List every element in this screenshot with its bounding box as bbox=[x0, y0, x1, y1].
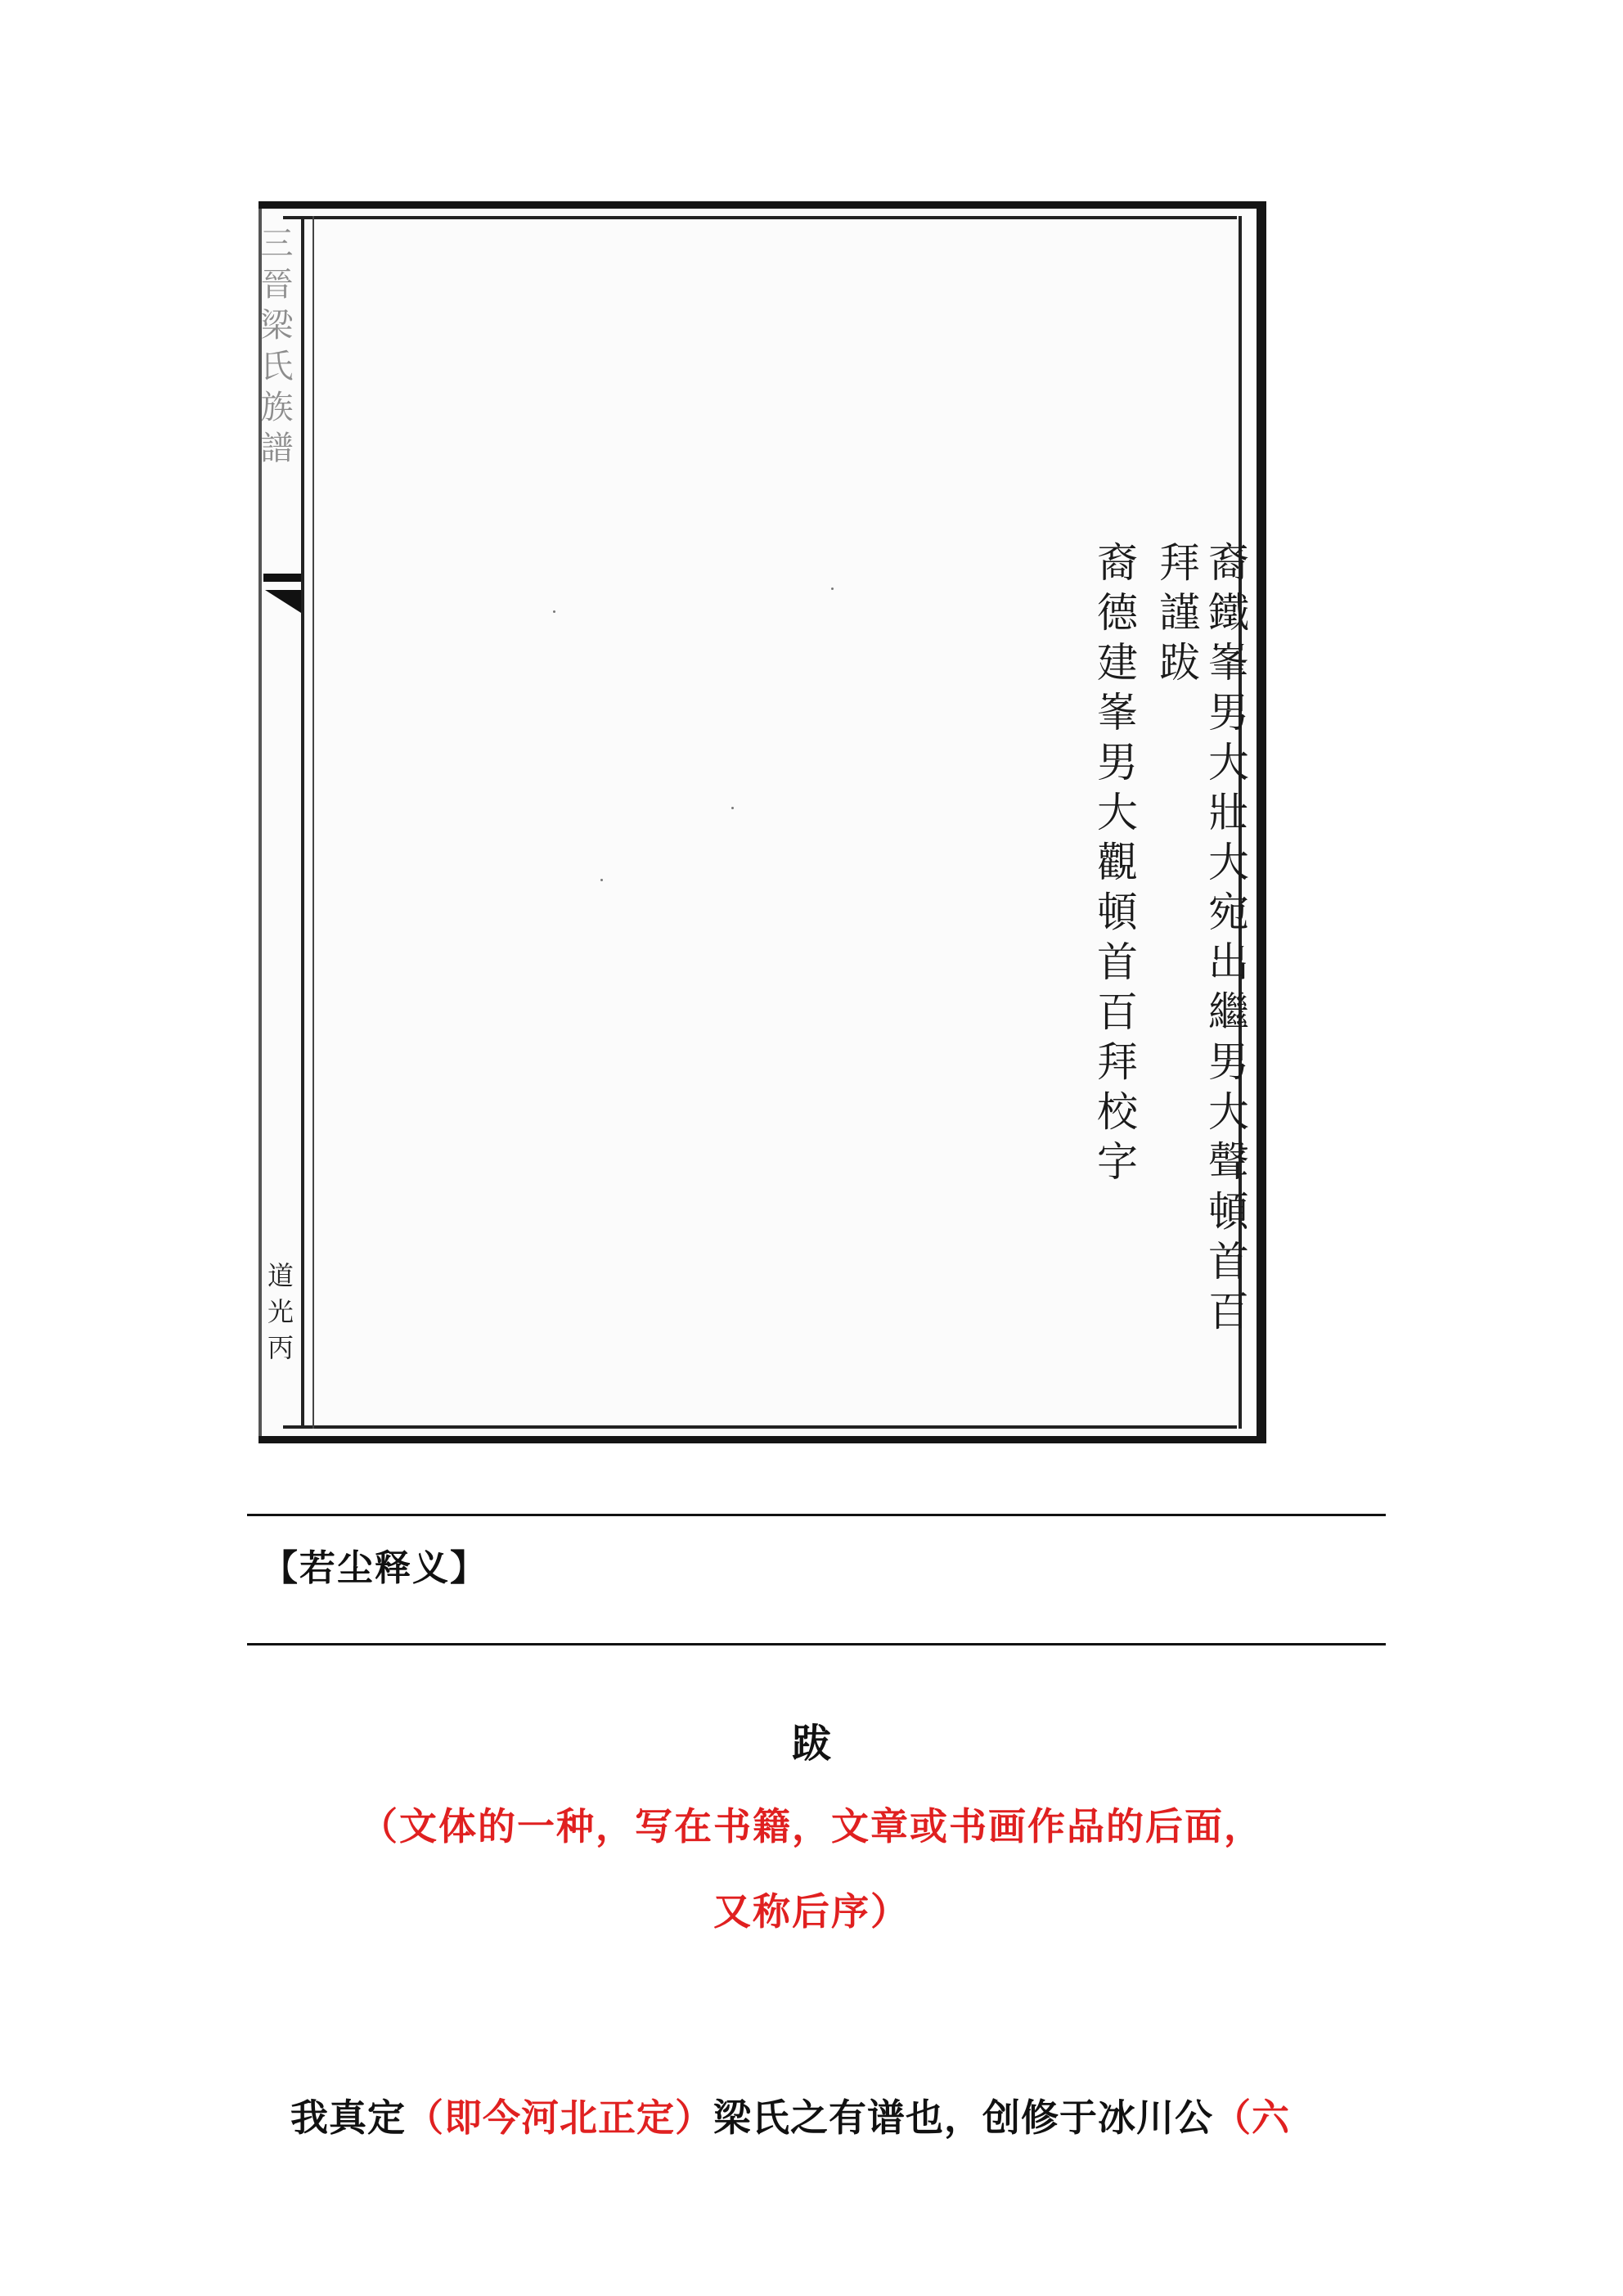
page-title: 跋 bbox=[791, 1721, 831, 1767]
spine-rule bbox=[312, 216, 314, 1429]
rule-top bbox=[247, 1514, 1386, 1516]
spine-foot-text: 道光丙 bbox=[263, 1262, 294, 1370]
body-annotation: （六 bbox=[1213, 2096, 1290, 2140]
scanned-page-image bbox=[255, 201, 1266, 1443]
title-annotation-line-2: 又称后序） bbox=[713, 1889, 910, 1934]
page-border-top bbox=[259, 201, 1266, 209]
fishtail-bar bbox=[263, 574, 301, 582]
paper-speck bbox=[553, 610, 555, 613]
body-text: 我真定 bbox=[290, 2096, 406, 2140]
page-border-bottom bbox=[259, 1436, 1266, 1443]
body-text: 梁氏之有谱也，创修于冰川公 bbox=[713, 2096, 1213, 2140]
page-border-right bbox=[1257, 201, 1266, 1443]
page-border-left-inner bbox=[301, 216, 304, 1429]
page-border-bottom-inner bbox=[283, 1425, 1237, 1429]
section-heading: 【若尘释义】 bbox=[262, 1547, 488, 1589]
body-paragraph bbox=[290, 2088, 1290, 2142]
paper-speck bbox=[731, 807, 734, 809]
paper-speck bbox=[831, 588, 834, 590]
vertical-column-1: 裔鐵峯男大壯大宛出繼男大聲頓首百拜謹跋 bbox=[1153, 541, 1249, 1339]
vertical-column-2: 裔德建峯男大觀頓首百拜校字 bbox=[1090, 541, 1138, 1190]
page-border-top-inner bbox=[283, 216, 1237, 219]
title-annotation-line-1: （文体的一种，写在书籍，文章或书画作品的后面， bbox=[360, 1804, 1263, 1848]
fishtail-mark bbox=[265, 590, 301, 613]
paper-speck bbox=[600, 879, 603, 881]
spine-title: 三晉梁氏族譜 bbox=[255, 226, 293, 471]
body-annotation: （即今河北正定） bbox=[406, 2096, 713, 2140]
rule-bottom bbox=[247, 1643, 1386, 1645]
